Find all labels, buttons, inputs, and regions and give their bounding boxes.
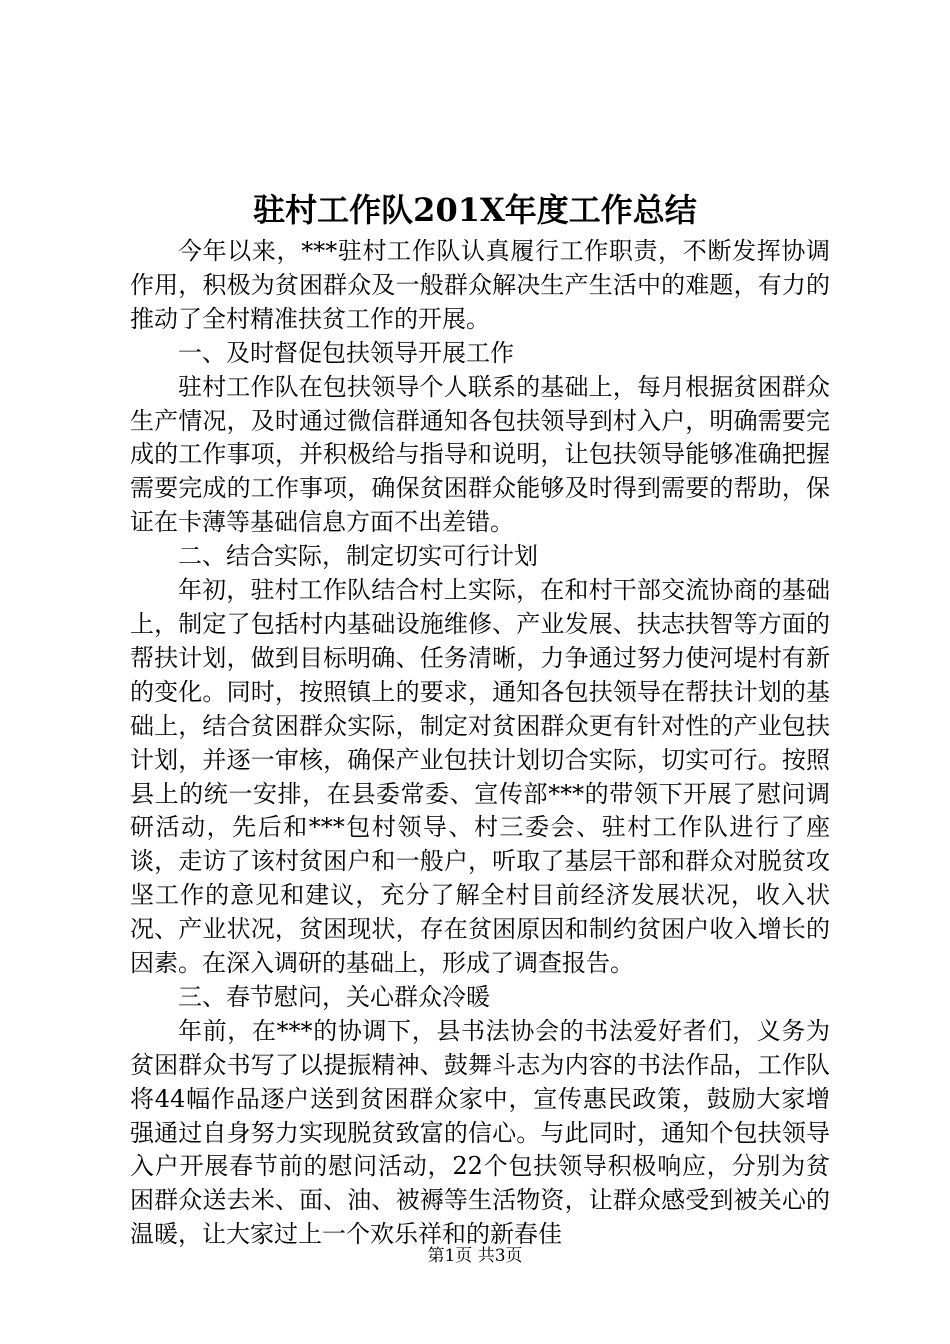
document-body <box>130 235 830 1252</box>
intro-paragraph: 今年以来，***驻村工作队认真履行工作职责，不断发挥协调作用，积极为贫困群众及一般群众解决生产生活中的难题，有力的推动了全村精准扶贫工作的开展。 <box>130 237 830 333</box>
section-1-paragraph: 驻村工作队在包扶领导个人联系的基础上，每月根据贫困群众生产情况，及时通过微信群通知各包扶领导到村入户，明确需要完成的工作事项，并积极给与指导和说明，让包扶领导能够准确把握需要完成的工作事项，确保贫困群众能够及时得到需要的帮助，保证在卡薄等基础信息方面不出差错。 <box>130 372 830 537</box>
section-heading-2: 二、结合实际，制定切实可行计划 <box>178 542 538 571</box>
section-heading-1: 一、及时督促包扶领导开展工作 <box>178 338 514 367</box>
section-3-paragraph: 年前，在***的协调下，县书法协会的书法爱好者们，义务为贫困群众书写了以提振精神、鼓舞斗志为内容的书法作品，工作队将44幅作品逐户送到贫困群众家中，宣传惠民政策，鼓励大家增强通过自身努力实现脱贫致富的信心。与此同时，通知个包扶领导入户开展春节前的慰问活动，22个包扶领导积极响应，分别为贫困群众送去米、面、油、被褥等生活物资，让群众感受到被关心的温暖，让大家过上一个欢乐祥和的新春佳 <box>130 1016 830 1249</box>
section-2-paragraph: 年初，驻村工作队结合村上实际，在和村干部交流协商的基础上，制定了包括村内基础设施维修、产业发展、扶志扶智等方面的帮扶计划，做到目标明确、任务清晰，力争通过努力使河堤村有新的变化。同时，按照镇上的要求，通知各包扶领导在帮扶计划的基础上，结合贫困群众实际，制定对贫困群众更有针对性的产业包扶计划，并逐一审核，确保产业包扶计划切合实际，切实可行。按照县上的统一安排，在县委常委、宣传部***的带领下开展了慰问调研活动，先后和***包村领导、村三委会、驻村工作队进行了座谈，走访了该村贫困户和一般户，听取了基层干部和群众对脱贫攻坚工作的意见和建议，充分了解全村目前经济发展状况，收入状况、产业状况，贫困现状，存在贫困原因和制约贫困户收入增长的因素。在深入调研的基础上，形成了调查报告。 <box>130 576 830 978</box>
document-title: 驻村工作队201X年度工作总结 <box>253 191 697 229</box>
section-heading-3: 三、春节慰问，关心群众冷暖 <box>178 982 490 1011</box>
page-footer: 第1页 共3页 <box>427 1246 523 1266</box>
